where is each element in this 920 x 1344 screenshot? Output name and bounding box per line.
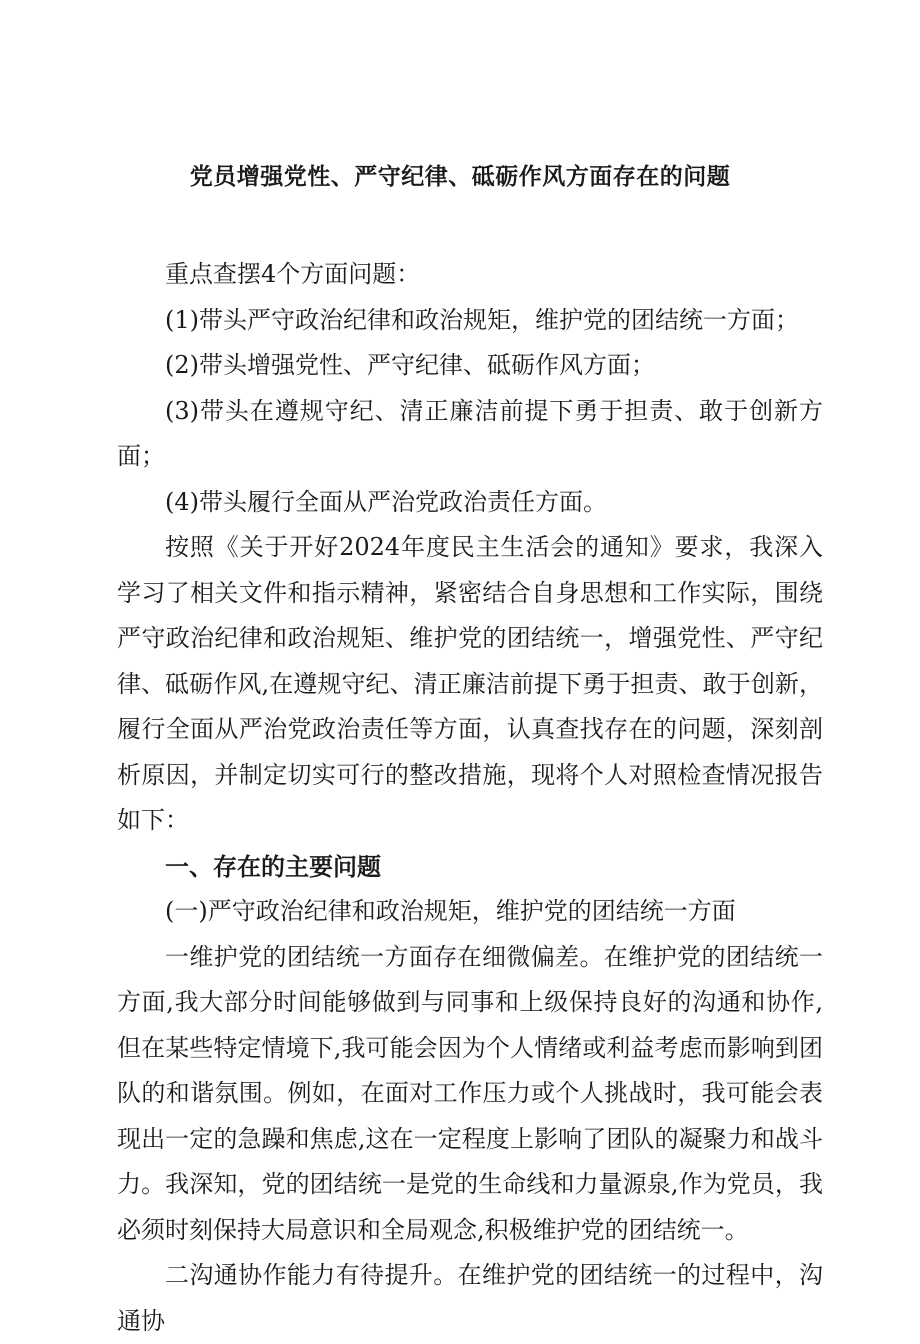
paragraph-item-4: (4)带头履行全面从严治党政治责任方面。 bbox=[165, 487, 607, 516]
paragraph-problem-2: 二沟通协作能力有待提升。在维护党的团结统一的过程中，沟通协 bbox=[117, 1261, 823, 1335]
paragraph-item-2: (2)带头增强党性、严守纪律、砥砺作风方面； bbox=[165, 351, 655, 379]
paragraph-focus-intro: 重点查摆4个方面问题： bbox=[165, 260, 421, 288]
paragraph-item-3: (3)带头在遵规守纪、清正廉洁前提下勇于担责、敢于创新方面； bbox=[117, 396, 823, 470]
paragraph-item-1: (1)带头严守政治纪律和政治规矩，维护党的团结统一方面； bbox=[165, 305, 799, 334]
document-body bbox=[117, 252, 823, 1344]
section-heading-main-problems: 一、存在的主要问题 bbox=[165, 851, 381, 881]
document-title: 党员增强党性、严守纪律、砥砺作风方面存在的问题 bbox=[189, 163, 731, 190]
subsection-heading-1: (一)严守政治纪律和政治规矩，维护党的团结统一方面 bbox=[165, 897, 736, 925]
paragraph-introduction: 按照《关于开好2024年度民主生活会的通知》要求，我深入学习了相关文件和指示精神，紧密结合自身思想和工作实际，围绕严守政治纪律和政治规矩、维护党的团结统一，增强党性、严守纪律、砥砺作风,在遵规守纪、清正廉洁前提下勇于担责、敢于创新，履行全面从严治党政治责任等方面，认真查找存在的问题，深刻剖析原因，并制定切实可行的整改措施，现将个人对照检查情况报告如下： bbox=[117, 533, 823, 834]
paragraph-problem-1: 一维护党的团结统一方面存在细微偏差。在维护党的团结统一方面,我大部分时间能够做到与同事和上级保持良好的沟通和协作,但在某些特定情境下,我可能会因为个人情绪或利益考虑而影响到团队的和谐氛围。例如，在面对工作压力或个人挑战时，我可能会表现出一定的急躁和焦虑,这在一定程度上影响了团队的凝聚力和战斗力。我深知，党的团结统一是党的生命线和力量源泉,作为党员，我必须时刻保持大局意识和全局观念,积极维护党的团结统一。 bbox=[117, 942, 823, 1244]
